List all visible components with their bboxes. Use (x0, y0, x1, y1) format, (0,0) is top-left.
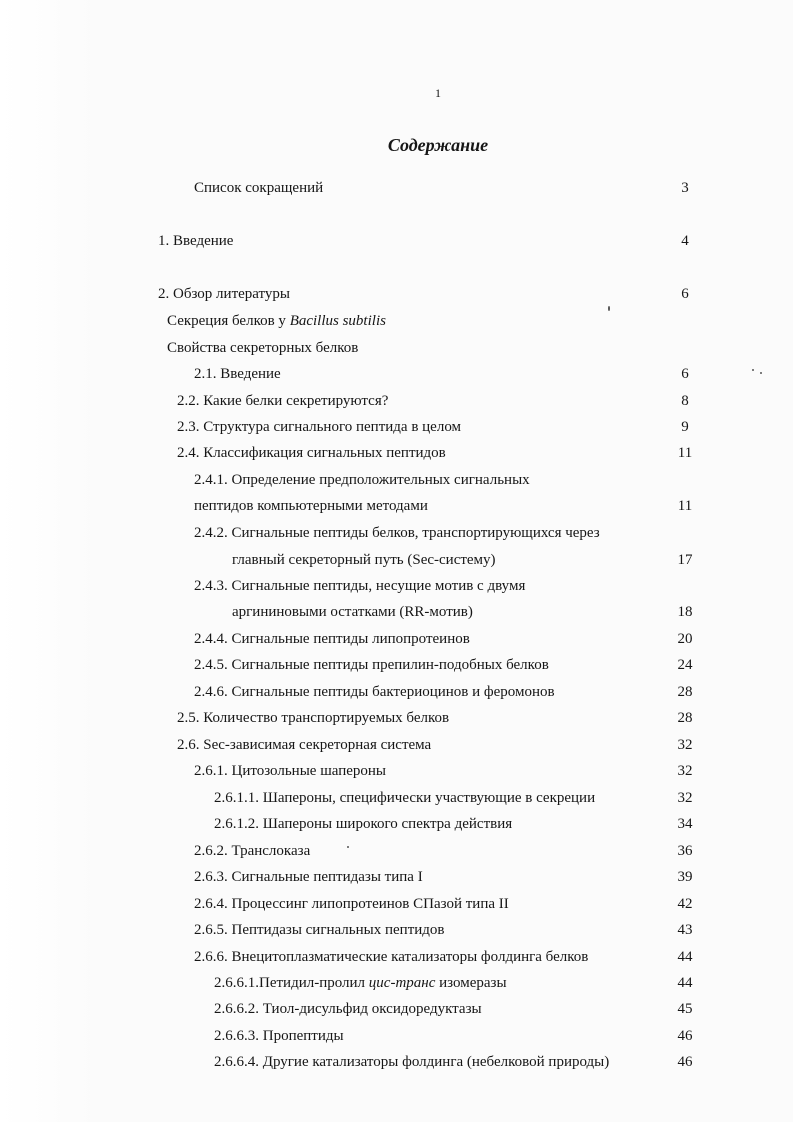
toc-entry-page: 6 (681, 286, 689, 302)
toc-entry (0, 893, 793, 915)
toc-entry-text: пептидов компьютерными методами (194, 498, 428, 514)
toc-entry (0, 469, 793, 491)
scan-speck (760, 372, 762, 374)
toc-entry-page: 6 (681, 366, 689, 382)
toc-entry-text: 2.6.6.3. Пропептиды (214, 1028, 344, 1044)
toc-entry-text: 2.4.5. Сигнальные пептиды препилин-подобных белков (194, 657, 549, 673)
toc-entry-page: 20 (677, 631, 693, 647)
toc-entry (0, 1025, 793, 1047)
toc-entry-page: 36 (677, 843, 693, 859)
toc-entry-page: 11 (677, 445, 693, 461)
toc-entry-text: 2.4.2. Сигнальные пептиды белков, транспортирующихся через (194, 525, 600, 541)
toc-entry-text: 2.6.1.1. Шапероны, специфически участвующие в секреции (214, 790, 596, 806)
toc-entry-text: главный секреторный путь (Sec-систему) (232, 552, 496, 568)
toc-entry-page: 8 (681, 393, 689, 409)
toc-entry (0, 734, 793, 756)
toc-entry (0, 919, 793, 941)
toc-entry (0, 601, 793, 623)
toc-entry (0, 390, 793, 412)
scan-speck (752, 369, 754, 371)
toc-entry-text: аргининовыми остатками (RR-мотив) (232, 604, 473, 620)
toc-entry-text: 2.1. Введение (194, 366, 281, 382)
toc-entry-text: 2.4.4. Сигнальные пептиды липопротеинов (194, 631, 470, 647)
toc-entry-page: 45 (677, 1001, 693, 1017)
page-title: Содержание (387, 135, 489, 155)
toc-entry-text-italic: цис-транс (368, 975, 436, 991)
toc-entry-text: 2.4.1. Определение предположительных сигнальных (194, 472, 530, 488)
toc-entry-text: 2.6.1.2. Шапероны широкого спектра действия (214, 816, 513, 832)
toc-entry-text: 2.6.3. Сигнальные пептидазы типа I (194, 869, 423, 885)
toc-entry-text: 2.5. Количество транспортируемых белков (177, 710, 450, 726)
toc-entry (0, 998, 793, 1020)
toc-entry (0, 549, 793, 571)
toc-entry (0, 946, 793, 968)
page-number: 1 (435, 86, 441, 100)
toc-entry-text: 1. Введение (158, 233, 234, 249)
toc-entry-text: 2.6.2. Транслоказа (194, 843, 311, 859)
toc-entry (0, 628, 793, 650)
toc-entry-page: 44 (677, 949, 693, 965)
toc-entry-text: 2.6.6.2. Тиол-дисульфид оксидоредуктазы (214, 1001, 482, 1017)
toc-entry-text: 2.4.3. Сигнальные пептиды, несущие мотив с двумя (194, 578, 526, 594)
toc-entry-text (214, 972, 507, 994)
toc-entry-text (167, 310, 386, 332)
toc-entry (0, 760, 793, 782)
toc-entry (0, 363, 793, 385)
toc-entry-text: 2.6.6. Внецитоплазматические катализаторы фолдинга белков (194, 949, 589, 965)
toc-entry-page: 34 (677, 816, 693, 832)
toc-entry-page: 28 (677, 710, 693, 726)
toc-entry (0, 840, 793, 862)
toc-entry (0, 442, 793, 464)
toc-entry-page: 18 (677, 604, 693, 620)
toc-entry-text-prefix: 2.6.6.1.Петидил-пролил (214, 975, 369, 991)
toc-entry-text: Свойства секреторных белков (167, 340, 359, 356)
toc-entry-page: 9 (681, 419, 689, 435)
toc-entry-page: 4 (681, 233, 689, 249)
toc-entry (0, 681, 793, 703)
toc-entry-page: 24 (677, 657, 693, 673)
toc-entry-text: 2.6.5. Пептидазы сигнальных пептидов (194, 922, 445, 938)
scan-speck (347, 846, 349, 848)
toc-entry (0, 707, 793, 729)
toc-entry-text: Список сокращений (194, 180, 324, 196)
toc-entry-text: 2.6.6.4. Другие катализаторы фолдинга (небелковой природы) (214, 1054, 610, 1070)
toc-entry-page: 43 (677, 922, 693, 938)
toc-entry-text: 2.6.1. Цитозольные шапероны (194, 763, 386, 779)
toc-entry-page: 32 (677, 737, 693, 753)
toc-entry (0, 654, 793, 676)
toc-entry (0, 230, 793, 252)
toc-entry (0, 337, 793, 359)
toc-entry-text: 2.2. Какие белки секретируются? (177, 393, 389, 409)
toc-entry-text: 2.4.6. Сигнальные пептиды бактериоцинов и феромонов (194, 684, 555, 700)
toc-entry (0, 310, 793, 332)
toc-entry-page: 46 (677, 1054, 693, 1070)
scan-speck (608, 306, 610, 311)
toc-entry-page: 39 (677, 869, 693, 885)
toc-entry (0, 522, 793, 544)
toc-entry (0, 177, 793, 199)
toc-entry-page: 3 (681, 180, 689, 196)
toc-entry (0, 813, 793, 835)
toc-entry (0, 866, 793, 888)
toc-entry (0, 495, 793, 517)
toc-entry-page: 32 (677, 763, 693, 779)
toc-entry-page: 17 (677, 552, 693, 568)
toc-entry-page: 46 (677, 1028, 693, 1044)
toc-entry-text-prefix: Секреция белков у (167, 313, 290, 329)
toc-entry-page: 32 (677, 790, 693, 806)
toc-entry-text-italic: Bacillus subtilis (289, 313, 386, 329)
toc-entry (0, 787, 793, 809)
toc-entry-text-suffix: изомеразы (435, 975, 507, 991)
toc-entry-page: 28 (677, 684, 693, 700)
toc-entry-text: 2.4. Классификация сигнальных пептидов (177, 445, 446, 461)
toc-entry-text: 2.6. Sec-зависимая секреторная система (177, 737, 432, 753)
toc-entry-page: 11 (677, 498, 693, 514)
toc-entry (0, 1051, 793, 1073)
toc-entry-text: 2.3. Структура сигнального пептида в целом (177, 419, 462, 435)
toc-entry (0, 416, 793, 438)
toc-entry (0, 575, 793, 597)
toc-entry-page: 44 (677, 975, 693, 991)
toc-entry-text: 2.6.4. Процессинг липопротеинов СПазой типа II (194, 896, 509, 912)
toc-entry-page: 42 (677, 896, 693, 912)
toc-entry (0, 283, 793, 305)
toc-entry-text: 2. Обзор литературы (158, 286, 290, 302)
toc-entry (0, 972, 793, 994)
